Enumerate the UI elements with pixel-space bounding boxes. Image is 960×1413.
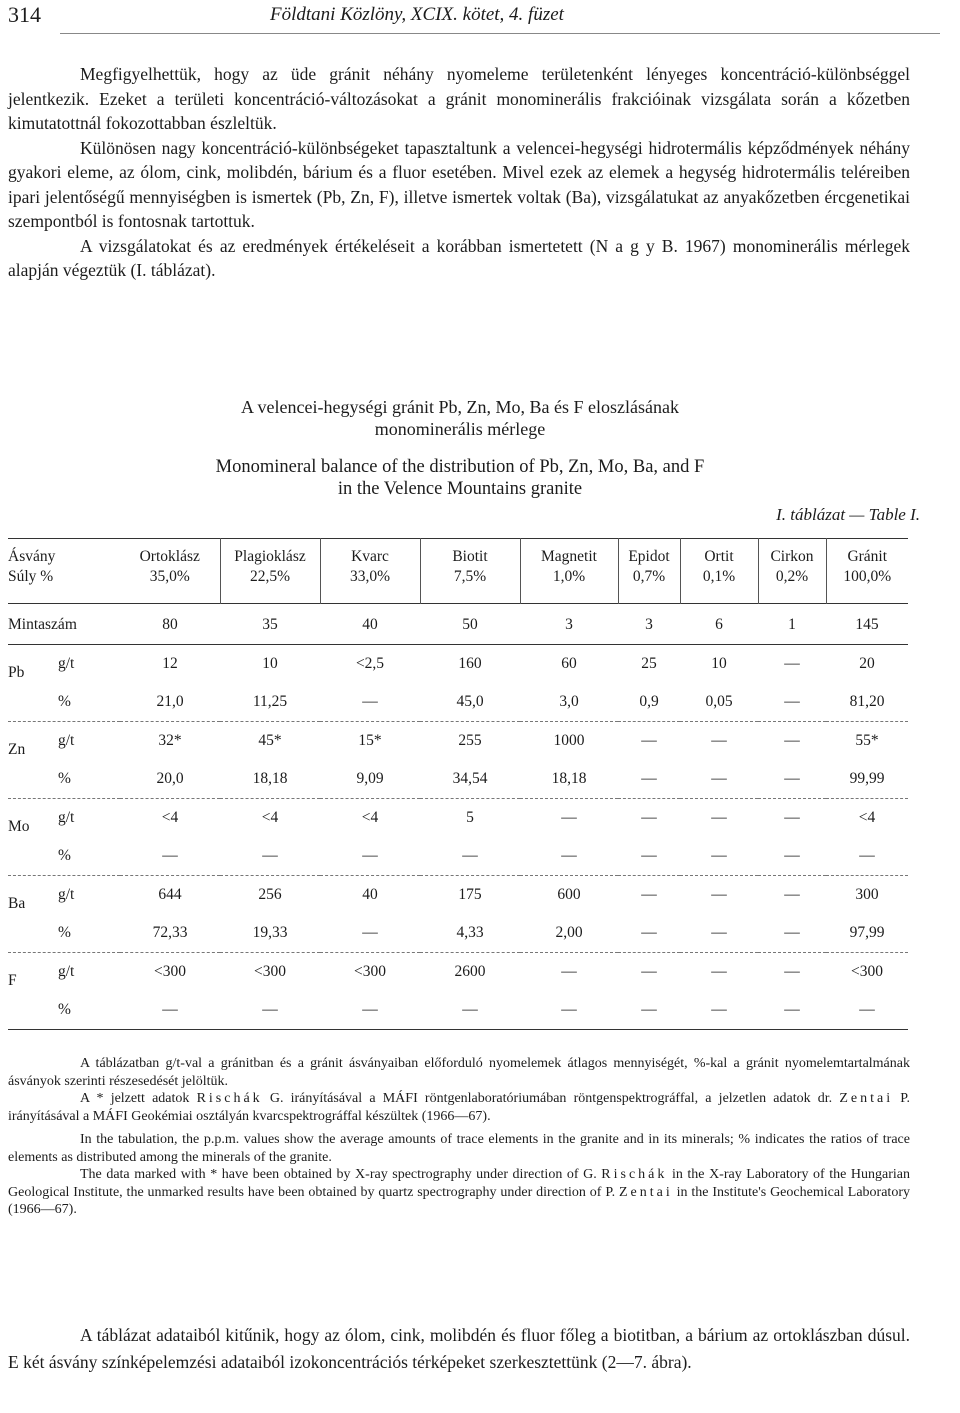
value-cell: 11,25 [220,683,320,722]
element-symbol: Ba [8,895,26,912]
value-cell: — [120,837,220,876]
note-en-2-part-a: The data marked with * have been obtained by X-ray spectrography under direction of G. [80,1167,602,1182]
value-cell: — [826,837,908,876]
value-cell: <300 [354,963,386,980]
element-group [8,722,908,799]
sample-count-cell: 1 [758,604,826,645]
note-en-1: In the tabulation, the p.p.m. values show the average amounts of trace elements in the granite and in its minerals; % indicates the ratios of trace elements as distributed among the minerals of the granite. [8,1132,910,1165]
author-rischak-en: Rischák [601,1167,668,1182]
value-cell: 5 [466,809,474,826]
value-cell: 2,00 [520,914,618,953]
value-cell: 19,33 [220,914,320,953]
share-row [8,837,908,876]
value-cell: <4 [361,809,379,826]
author-rischak: Rischák [196,1091,263,1106]
value-cell: — [561,963,577,980]
unit-label: % [58,924,71,941]
table-title-hu-line-1: A velencei-hegységi gránit Pb, Zn, Mo, Ba és F eloszlásának [241,397,679,417]
mineral-name-row [8,539,908,568]
row-label [8,914,120,953]
note-hu-2-part-b: G. irányításával a MÁFI röntgenlaboratóriumában röntgenspektrográffal, a jelzetlen adatok dr. [262,1091,840,1106]
element-group [8,876,908,953]
unit-label: g/t [58,886,75,903]
value-cell: — [784,809,800,826]
concentration-row [8,722,908,761]
value-cell: 15* [358,732,382,749]
value-cell: — [220,991,320,1030]
unit-label: g/t [58,963,75,980]
element-group [8,645,908,722]
value-cell: 644 [158,886,182,903]
value-cell: <4 [858,809,876,826]
value-cell: 256 [258,886,282,903]
value-cell: — [618,914,680,953]
note-hu-2-part-c: P. irányításával a MÁFI Geokémiai osztályán kvarcspektrográffal készültek (1966—67). [8,1091,911,1124]
column-header-mineral: Plagioklász [220,539,320,568]
value-cell: — [680,991,758,1030]
value-cell: 175 [458,886,482,903]
unit-label: g/t [58,809,75,826]
value-cell: <2,5 [355,655,385,672]
value-cell: — [561,809,577,826]
page-header [8,2,948,36]
value-cell: 9,09 [320,760,420,799]
value-cell: — [641,963,657,980]
header-rule [60,33,940,34]
row-label-sample: Mintaszám [8,604,120,645]
value-cell: — [784,732,800,749]
element-symbol: Zn [8,741,26,758]
paragraph-2: Különösen nagy koncentráció-különbségeket tapasztaltunk a velencei-hegységi hidrotermális képződmények néhány gyakori eleme, az ólom, cink, molibdén, bárium és a fluor esetében. Mivel ezek az elemek a hegység hidrotermális teléreiben ipari jelentőségű mennyiségben is ismertek (Pb, Zn, F), illetve ismertek voltak (Ba), vizsgálatukat az anyakőzetben ércgenetikai szempontból is fontosnak tartottuk. [8,137,910,231]
value-cell: — [641,732,657,749]
column-header-mineral: Cirkon [758,539,826,568]
value-cell: — [758,683,826,722]
value-cell: 10 [262,655,278,672]
column-header-weight: 0,7% [618,567,680,604]
value-cell: 34,54 [420,760,520,799]
value-cell: 10 [711,655,727,672]
closing-paragraph: A táblázat adataiból kitűnik, hogy az ólom, cink, molibdén és fluor főleg a biotitban, a bárium az ortoklászban dúsul. E két ásvány színképelemzési adataiból izokoncentrációs térképeket szerkesztettünk (2—7. ábra). [8,1325,910,1372]
row-label [8,645,120,684]
value-cell: <300 [254,963,286,980]
share-row [8,683,908,722]
element-group [8,953,908,1030]
row-label [8,876,120,915]
value-cell: — [618,760,680,799]
value-cell: — [618,991,680,1030]
paragraph-1: Megfigyelhettük, hogy az üde gránit néhány nyomeleme területenként lényeges koncentráció-különbséggel jelentkezik. Ezeket a területi koncentráció-változásokat a gránit monominerális frakcióinak vizsgálata során a kőzetben kimutatottnál fokozottabban észleltük. [8,64,910,133]
value-cell: — [641,809,657,826]
column-header-mineral: Epidot [618,539,680,568]
value-cell: — [120,991,220,1030]
note-en-2 [8,1166,910,1219]
table-title-en-line-1: Monomineral balance of the distribution of Pb, Zn, Mo, Ba, and F [215,457,705,477]
value-cell: — [711,809,727,826]
concentration-row [8,645,908,684]
value-cell: 99,99 [826,760,908,799]
element-group [8,799,908,876]
table-notes [8,1055,910,1219]
value-cell: 21,0 [120,683,220,722]
note-hu-1: A táblázatban g/t-val a gránitban és a gránit ásványaiban előforduló nyomelemek átlagos mennyiségét, %-kal a gránit nyomelemtartalmának ásványok szerinti részesedését jelöltük. [8,1056,910,1089]
unit-label: % [58,1001,71,1018]
sample-count-cell: 3 [618,604,680,645]
distribution-table [8,538,908,1030]
concentration-row [8,799,908,838]
sample-count-cell: 80 [120,604,220,645]
value-cell: 72,33 [120,914,220,953]
value-cell: 45,0 [420,683,520,722]
unit-label: g/t [58,732,75,749]
value-cell: — [784,655,800,672]
value-cell: <4 [161,809,179,826]
closing-text [8,1322,910,1376]
element-symbol: F [8,972,17,989]
value-cell: <4 [261,809,279,826]
column-header-mineral: Gránit [826,539,908,568]
value-cell: 18,18 [220,760,320,799]
value-cell: 0,9 [618,683,680,722]
column-header-mineral: Ortit [680,539,758,568]
note-en-2-part-b: in the X-ray Laboratory of the Hungarian Geological Institute, the unmarked results have been obtained by quartz spectrography under direction of P. [8,1167,910,1200]
value-cell: — [784,963,800,980]
value-cell: 160 [458,655,482,672]
row-label [8,837,120,876]
value-cell: — [711,963,727,980]
value-cell: — [680,837,758,876]
row-label [8,991,120,1030]
sample-count-cell: 3 [520,604,618,645]
value-cell: 18,18 [520,760,618,799]
value-cell: <300 [154,963,186,980]
unit-label: g/t [58,655,75,672]
sample-count-cell: 40 [320,604,420,645]
value-cell: — [520,837,618,876]
value-cell: 60 [561,655,577,672]
unit-label: % [58,693,71,710]
value-cell: — [618,837,680,876]
value-cell: 32* [158,732,182,749]
sample-count-cell: 50 [420,604,520,645]
sample-count-row [8,604,908,645]
author-zentai-en: Zentai [618,1184,673,1200]
column-header-weight: 0,1% [680,567,758,604]
value-cell: — [641,886,657,903]
value-cell: 45* [258,732,282,749]
value-cell: 600 [557,886,581,903]
table-title-en-line-2: in the Velence Mountains granite [337,479,583,499]
value-cell: 4,33 [420,914,520,953]
value-cell: 255 [458,732,482,749]
row-label [8,722,120,761]
value-cell: — [320,991,420,1030]
value-cell: 3,0 [520,683,618,722]
value-cell: — [680,914,758,953]
row-label-weight: Súly % [8,568,54,585]
row-label [8,953,120,992]
value-cell: 1000 [553,732,585,749]
row-label [8,760,120,799]
value-cell: 0,05 [680,683,758,722]
value-cell: 97,99 [826,914,908,953]
element-symbol: Mo [8,818,30,835]
value-cell: — [520,991,618,1030]
column-header-mineral: Biotit [420,539,520,568]
column-header-mineral: Kvarc [320,539,420,568]
note-hu-2-part-a: A * jelzett adatok [80,1091,197,1106]
value-cell: — [711,886,727,903]
unit-label: % [58,770,71,787]
value-cell: — [320,914,420,953]
concentration-row [8,953,908,992]
column-header-weight: 100,0% [843,568,892,585]
note-en-2-part-c: in the Institute's Geochemical Laboratory (1966—67). [8,1184,910,1217]
value-cell: <300 [851,963,883,980]
value-cell: 40 [362,886,378,903]
table-titles [0,396,920,500]
value-cell: 20 [859,655,875,672]
column-header-weight: 33,0% [320,567,420,604]
column-header-mineral: Magnetit [520,539,618,568]
note-hu-2 [8,1090,910,1125]
unit-label: % [58,847,71,864]
value-cell: — [758,837,826,876]
row-label-mineral: Ásvány [8,539,120,568]
value-cell: — [420,837,520,876]
column-header-weight: 22,5% [220,567,320,604]
share-row [8,760,908,799]
column-header-weight: 0,2% [758,567,826,604]
column-header-weight: 35,0% [120,567,220,604]
value-cell: — [220,837,320,876]
value-cell: — [320,837,420,876]
value-cell: 12 [162,655,178,672]
share-row [8,914,908,953]
value-cell: — [758,760,826,799]
column-header-weight: 1,0% [520,567,618,604]
value-cell: 81,20 [826,683,908,722]
value-cell: 20,0 [120,760,220,799]
value-cell: — [320,683,420,722]
value-cell: — [758,991,826,1030]
mineral-weight-row [8,567,908,604]
table-reference: I. táblázat — Table I. [776,505,920,524]
author-zentai: Zentai [839,1091,894,1106]
value-cell: — [758,914,826,953]
value-cell: 300 [855,886,879,903]
value-cell: 25 [641,655,657,672]
column-header-weight: 7,5% [420,567,520,604]
value-cell: 2600 [454,963,486,980]
table-title-hu-line-2: monominerális mérlege [374,419,546,439]
value-cell: — [826,991,908,1030]
journal-title: Földtani Közlöny, XCIX. kötet, 4. füzet [270,4,564,25]
sample-count-cell: 145 [826,604,908,645]
column-header-mineral: Ortoklász [120,539,220,568]
row-label [8,799,120,838]
share-row [8,991,908,1030]
value-cell: — [420,991,520,1030]
sample-count-cell: 35 [220,604,320,645]
body-text [8,62,910,283]
element-symbol: Pb [8,664,25,681]
row-label [8,683,120,722]
paragraph-3: A vizsgálatokat és az eredmények értékeléseit a korábban ismertetett (N a g y B. 1967) monominerális mérlegek alapján végeztük (I. táblázat). [8,235,910,280]
concentration-row [8,876,908,915]
value-cell: — [711,732,727,749]
sample-count-cell: 6 [680,604,758,645]
value-cell: — [680,760,758,799]
value-cell: — [784,886,800,903]
value-cell: 55* [855,732,879,749]
page-number: 314 [8,2,41,27]
